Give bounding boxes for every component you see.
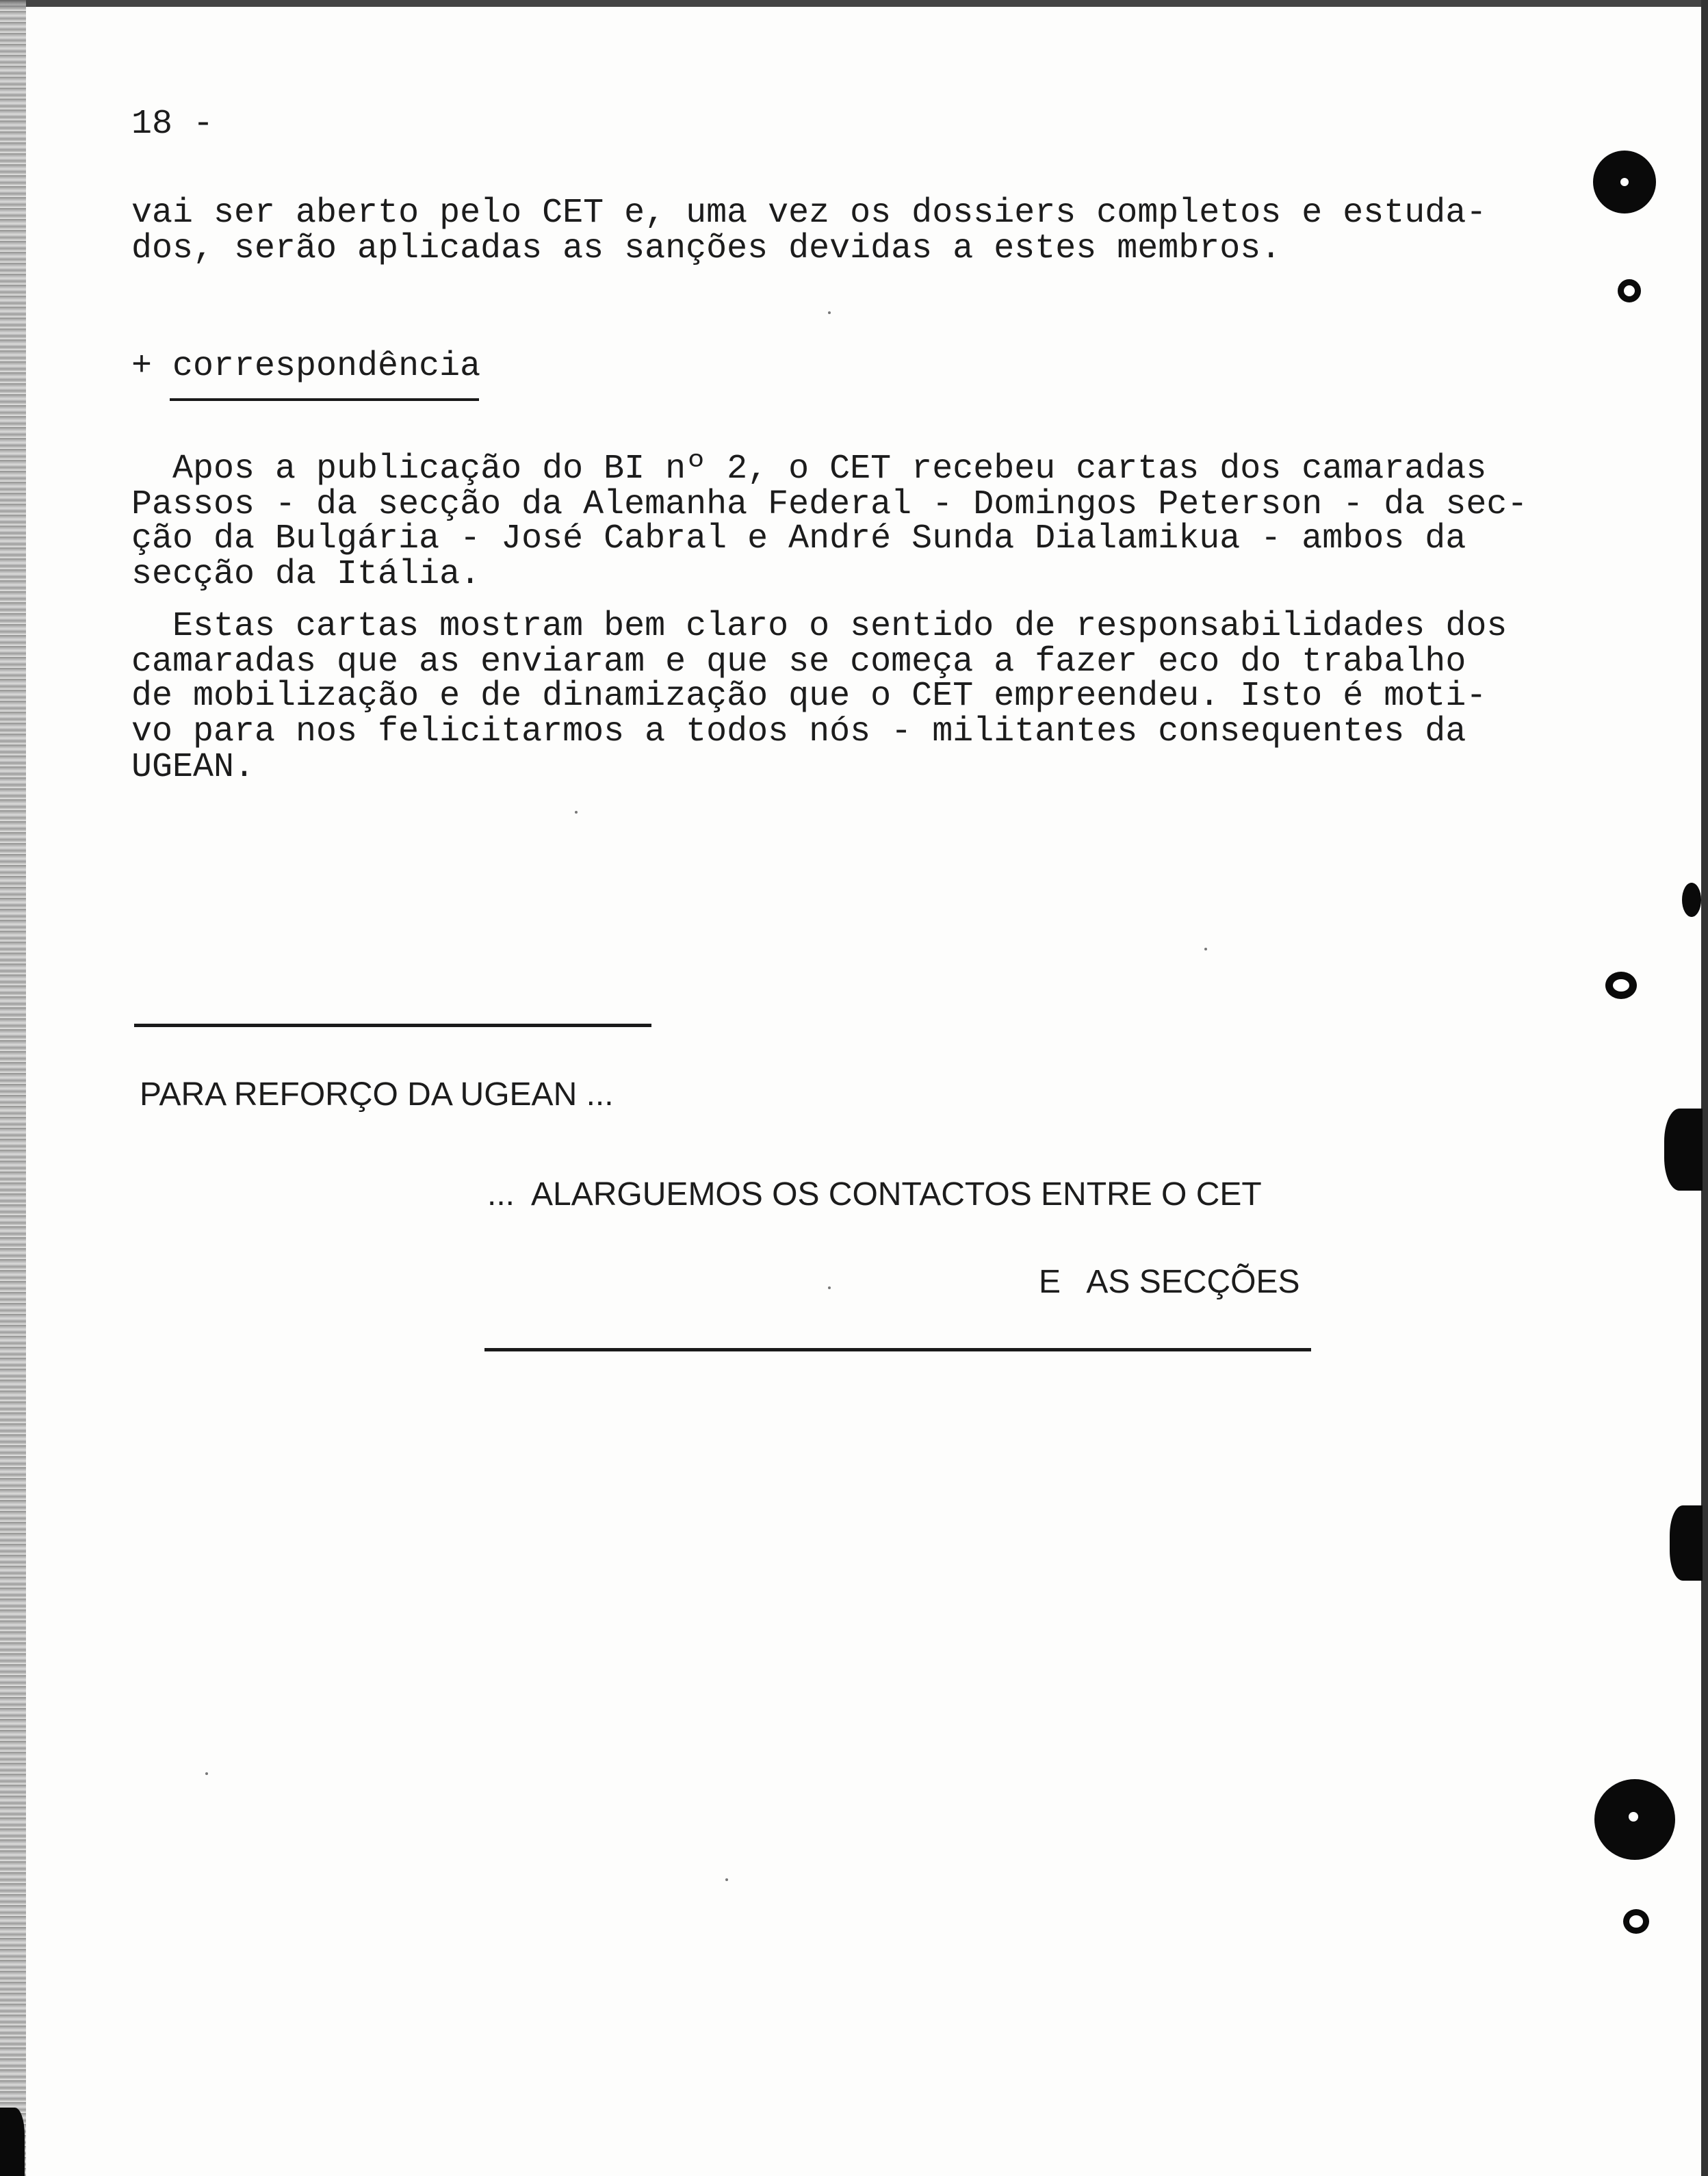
punch-hole-bottom	[1594, 1779, 1675, 1860]
speck	[725, 1878, 728, 1881]
paragraph-2-line-5: UGEAN.	[131, 748, 255, 787]
intro-line-1: vai ser aberto pelo CET e, uma vez os dossiers completos e estuda-	[131, 194, 1487, 233]
intro-line-2: dos, serão aplicadas as sanções devidas a estes membros.	[131, 229, 1282, 268]
punch-ring-top	[1618, 279, 1641, 302]
paragraph-2-line-2: camaradas que as enviaram e que se começa a fazer eco do trabalho	[131, 643, 1466, 682]
speck	[205, 1772, 208, 1775]
speck	[1204, 948, 1207, 950]
slogan-line-2: ... ALARGUEMOS OS CONTACTOS ENTRE O CET	[487, 1176, 1262, 1213]
slogan-line-1: PARA REFORÇO DA UGEAN ...	[140, 1076, 614, 1113]
slogan-bottom-rule	[484, 1348, 1311, 1351]
paragraph-2-line-1: Estas cartas mostram bem claro o sentido de responsabilidades dos	[131, 607, 1508, 646]
paragraph-1-line-1: Apos a publicação do BI nº 2, o CET recebeu cartas dos camaradas	[131, 450, 1487, 489]
paragraph-1-line-2: Passos - da secção da Alemanha Federal - Domingos Peterson - da sec-	[131, 485, 1528, 524]
section-heading-underline	[170, 398, 479, 401]
section-heading: + correspondência	[131, 347, 481, 386]
slogan-top-rule	[134, 1024, 651, 1027]
punch-ring-middle	[1605, 972, 1637, 999]
binder-mark-2	[1664, 1109, 1703, 1191]
paragraph-2-line-4: vo para nos felicitarmos a todos nós - militantes consequentes da	[131, 712, 1466, 751]
corner-mark	[0, 2108, 25, 2176]
paragraph-1-line-4: secção da Itália.	[131, 555, 481, 594]
punch-ring-bottom	[1623, 1909, 1649, 1934]
binder-mark-3	[1670, 1505, 1703, 1581]
punch-hole-top	[1593, 151, 1656, 213]
slogan-line-3: E AS SECÇÕES	[1039, 1264, 1300, 1300]
scan-left-edge	[0, 0, 26, 2176]
scan-right-edge	[1701, 0, 1708, 2176]
scan-top-edge	[0, 0, 1708, 7]
speck	[828, 311, 831, 314]
binder-mark-1	[1682, 883, 1701, 917]
speck	[828, 1286, 831, 1289]
page-number: 18 -	[131, 105, 214, 144]
paragraph-1-line-3: ção da Bulgária - José Cabral e André Sunda Dialamikua - ambos da	[131, 519, 1466, 558]
speck	[575, 811, 578, 814]
paragraph-2-line-3: de mobilização e de dinamização que o CET empreendeu. Isto é moti-	[131, 677, 1487, 716]
